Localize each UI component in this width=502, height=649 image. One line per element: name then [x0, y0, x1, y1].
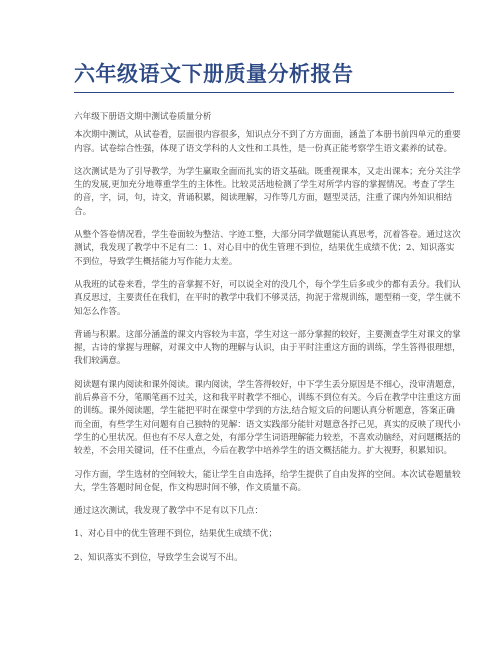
document-subtitle: 六年级下册语文期中测试卷质量分析 [74, 112, 212, 122]
paragraph-10: 2、知识落实不到位，导致学生会说写不出。 [74, 552, 243, 563]
paragraph-9: 1、对心目中的优生管理不到位，结果优生成绩不优； [74, 529, 278, 540]
title-divider [74, 92, 454, 93]
paragraph-1: 本次期中测试，从试卷看，层面很内容很多，知识点分不到了方方面面，涵盖了本册书前四单元的重要内容。试卷综合性强，体现了语文学科的人文性和工具性，是一份真正能考察学生语文素养的试卷。 [74, 130, 461, 154]
paragraph-8: 通过这次测试，我发现了教学中不足有以下几点： [74, 506, 264, 517]
paragraph-7: 习作方面，学生选材的空间较大，能让学生自由选择，给学生提供了自由发挥的空间。本次试卷题量较大，学生答题时间仓促，作文构思时间不够，作文质量不高。 [74, 469, 461, 493]
document-title: 六年级语文下册质量分析报告 [74, 62, 354, 86]
paragraph-2: 这次测试是为了引导教学，为学生赢取全面而扎实的语文基础。既重视课本，又走出课本；充分关注学生的发展,更加充分地尊重学生的主体性。比较灵活地检测了学生对所学内容的掌握情况。考查了学生的音，字，词，句，诗文，背诵积累，阅读理解，习作等几方面，题型灵活，注重了课内外知识相结合。 [74, 166, 461, 217]
paragraph-4: 从我班的试卷来看，学生的音掌握不好，可以说全对的没几个，每个学生后多或少的都有丢分。我们认真反思过，主要责任在我们，在平时的教学中我们不够灵活，拘泥于常规训练，题型稍一变，学生就不知怎么作答。 [74, 279, 461, 317]
paragraph-3: 从整个答卷情况看，学生卷面较为整洁、字迹工整，大部分同学做题能认真思考，沉着答卷。通过这次测试，我发现了教学中不足有二：1、对心目中的优生管理不到位，结果优生成绩不优；2、知识落实不到位，导致学生概括能力写作能力太差。 [74, 230, 461, 267]
paragraph-6: 阅读题有课内阅读和课外阅读。课内阅读，学生答得较好，中下学生丢分原因是不细心，没审清题意，前后鼻音不分，笔顺笔画不过关，这和我平时教学不细心，训练不到位有关。今后在教学中注重这方面的训练。课外阅读题，学生能把平时在课堂中学到的方法,结合短文后的问题认真分析题意，答案正确而全面，有些学生对问题有自己独特的见解：语文实践部分能针对题意各抒己见，真实的反映了现代小学生的心里状况。但也有不尽人意之处，有部分学生词语理解能力较差，不喜欢动脑经，对问题概括的较差，不会用关键词，任不住重点，今后在教学中培养学生的语文概括能力。扩大视野，积累知识。 [74, 379, 461, 457]
paragraph-5: 背诵与积累。这部分涵盖的课文内容较为丰富，学生对这一部分掌握的较好，主要测查学生对课文的掌握，古诗的掌握与理解，对课文中人物的理解与认识，由于平时注重这方面的训练，学生答得很理想，我们较满意。 [74, 329, 461, 367]
